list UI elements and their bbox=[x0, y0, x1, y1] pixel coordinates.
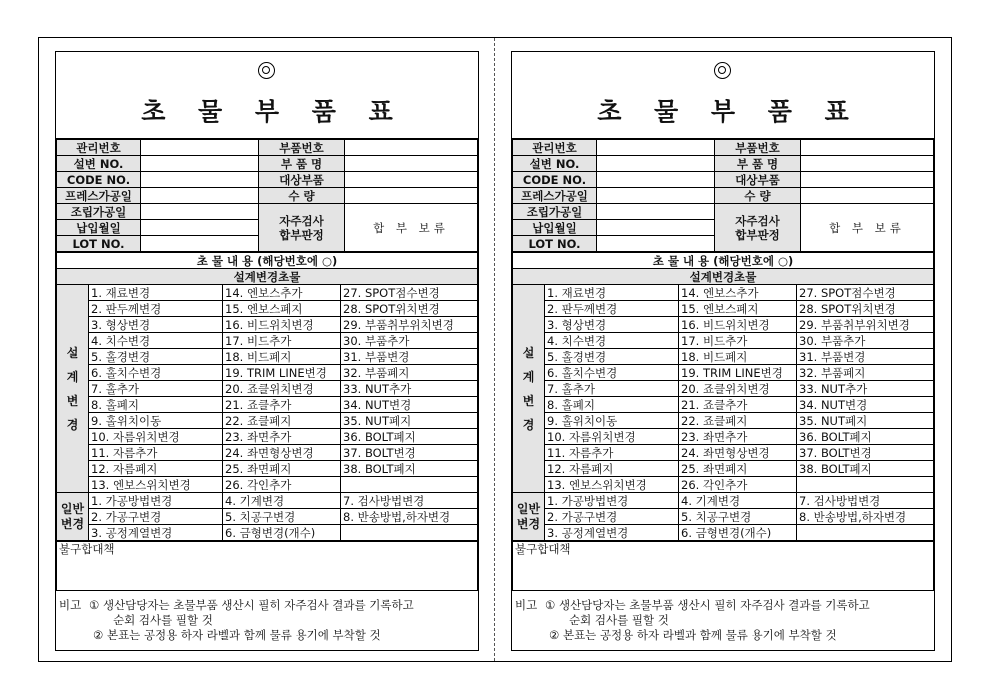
general-item[interactable]: 4. 기계변경 bbox=[223, 493, 341, 509]
design-item[interactable]: 37. BOLT변경 bbox=[797, 445, 934, 461]
design-item[interactable]: 28. SPOT위치변경 bbox=[341, 301, 478, 317]
part-name-label: 부 품 명 bbox=[715, 156, 801, 172]
delivery-date-field[interactable] bbox=[141, 220, 259, 236]
target-part-field[interactable] bbox=[345, 172, 478, 188]
design-item[interactable]: 20. 죠클위치변경 bbox=[679, 381, 797, 397]
design-item[interactable]: 25. 좌면폐지 bbox=[223, 461, 341, 477]
punch-hole-icon bbox=[258, 62, 275, 79]
general-change-rows bbox=[513, 493, 934, 541]
design-item-row bbox=[57, 477, 478, 493]
press-date-field[interactable] bbox=[597, 188, 715, 204]
quantity-field[interactable] bbox=[801, 188, 934, 204]
side-label-char: 변 bbox=[522, 393, 535, 408]
general-item[interactable]: 8. 반송방법,하자변경 bbox=[797, 509, 934, 525]
design-item[interactable]: 2. 판두께변경 bbox=[89, 301, 223, 317]
press-date-field[interactable] bbox=[141, 188, 259, 204]
design-item[interactable]: 19. TRIM LINE변경 bbox=[679, 365, 797, 381]
design-item[interactable]: 8. 홀폐지 bbox=[545, 397, 679, 413]
general-item-row bbox=[57, 509, 478, 525]
remedy-table bbox=[56, 541, 478, 591]
design-item[interactable]: 15. 엔보스폐지 bbox=[679, 301, 797, 317]
general-item[interactable]: 8. 반송방법,하자변경 bbox=[341, 509, 478, 525]
general-item-row bbox=[57, 525, 478, 541]
note-1: ① 생산담당자는 초물부품 생산시 필히 자주검사 결과를 기록하고 bbox=[89, 598, 414, 612]
cut-line bbox=[494, 38, 495, 661]
part-no-label: 부품번호 bbox=[715, 140, 801, 156]
remedy-field[interactable]: 불구합대책 bbox=[57, 542, 478, 591]
design-item-row bbox=[57, 445, 478, 461]
code-no-field[interactable] bbox=[597, 172, 715, 188]
code-no-label: CODE NO. bbox=[513, 172, 597, 188]
design-item[interactable]: 21. 죠클추가 bbox=[223, 397, 341, 413]
design-item[interactable]: 22. 죠클폐지 bbox=[679, 413, 797, 429]
design-item-row bbox=[57, 365, 478, 381]
content-header: 초 물 내 용 (해당번호에 ○) bbox=[513, 253, 934, 269]
design-item[interactable]: 4. 치수변경 bbox=[89, 333, 223, 349]
verdict-options[interactable]: 합 부 보류 bbox=[345, 204, 478, 252]
design-item-row bbox=[57, 333, 478, 349]
self-inspect-label: 자주검사 bbox=[279, 213, 324, 228]
side-label-char: 설 bbox=[66, 345, 79, 360]
design-item-row bbox=[513, 445, 934, 461]
initial-parts-tag-right bbox=[511, 51, 935, 651]
design-item[interactable]: 14. 엔보스추가 bbox=[679, 285, 797, 301]
notes bbox=[56, 591, 478, 643]
design-item[interactable]: 26. 각인추가 bbox=[223, 477, 341, 493]
design-item[interactable]: 12. 자름폐지 bbox=[545, 461, 679, 477]
pass-fail-label: 합부판정 bbox=[279, 227, 324, 242]
design-item bbox=[341, 477, 478, 493]
design-no-label: 설변 NO. bbox=[513, 156, 597, 172]
info-table bbox=[56, 139, 478, 252]
side-label-char: 경 bbox=[66, 417, 79, 432]
part-no-label: 부품번호 bbox=[259, 140, 345, 156]
assembly-date-label: 조립가공일 bbox=[57, 204, 141, 220]
general-item[interactable]: 2. 가공구변경 bbox=[89, 509, 223, 525]
general-item[interactable]: 7. 검사방법변경 bbox=[341, 493, 478, 509]
general-item-row bbox=[57, 493, 478, 509]
design-change-header: 설계변경초물 bbox=[513, 269, 934, 285]
design-item[interactable]: 16. 비드위치변경 bbox=[679, 317, 797, 333]
content-header: 초 물 내 용 (해당번호에 ○) bbox=[57, 253, 478, 269]
delivery-date-label: 납입월일 bbox=[513, 220, 597, 236]
design-item[interactable]: 17. 비드추가 bbox=[223, 333, 341, 349]
design-item[interactable]: 13. 엔보스위치변경 bbox=[545, 477, 679, 493]
design-item[interactable]: 26. 각인추가 bbox=[679, 477, 797, 493]
design-item-row bbox=[513, 381, 934, 397]
punch-hole-icon bbox=[714, 62, 731, 79]
design-item-row bbox=[513, 365, 934, 381]
design-item[interactable]: 35. NUT폐지 bbox=[341, 413, 478, 429]
mgmt-no-label: 관리번호 bbox=[57, 140, 141, 156]
design-item[interactable]: 13. 엔보스위치변경 bbox=[89, 477, 223, 493]
press-date-label: 프레스가공일 bbox=[57, 188, 141, 204]
design-item[interactable]: 35. NUT폐지 bbox=[797, 413, 934, 429]
design-change-rows bbox=[57, 285, 478, 493]
design-item[interactable]: 8. 홀폐지 bbox=[89, 397, 223, 413]
general-item[interactable]: 1. 가공방법변경 bbox=[89, 493, 223, 509]
design-item[interactable]: 32. 부품폐지 bbox=[341, 365, 478, 381]
design-item-row bbox=[513, 333, 934, 349]
design-item[interactable]: 4. 치수변경 bbox=[545, 333, 679, 349]
code-no-field[interactable] bbox=[141, 172, 259, 188]
design-item[interactable]: 21. 죠클추가 bbox=[679, 397, 797, 413]
design-item[interactable]: 36. BOLT폐지 bbox=[341, 429, 478, 445]
info-table bbox=[512, 139, 934, 252]
general-change-side-label bbox=[513, 493, 545, 541]
part-name-label: 부 품 명 bbox=[259, 156, 345, 172]
self-inspect-label: 자주검사 bbox=[735, 213, 780, 228]
remedy-table bbox=[512, 541, 934, 591]
design-item[interactable]: 16. 비드위치변경 bbox=[223, 317, 341, 333]
design-item[interactable]: 23. 좌면추가 bbox=[223, 429, 341, 445]
inspection-label bbox=[715, 204, 801, 252]
design-item[interactable]: 24. 좌면형상변경 bbox=[223, 445, 341, 461]
design-item-row bbox=[513, 285, 934, 301]
design-item[interactable]: 25. 좌면폐지 bbox=[679, 461, 797, 477]
design-item-row bbox=[57, 301, 478, 317]
mgmt-no-label: 관리번호 bbox=[513, 140, 597, 156]
design-item[interactable]: 20. 죠클위치변경 bbox=[223, 381, 341, 397]
design-item-row bbox=[57, 317, 478, 333]
design-item[interactable]: 5. 홀경변경 bbox=[89, 349, 223, 365]
verdict-options[interactable]: 합 부 보류 bbox=[801, 204, 934, 252]
part-no-field[interactable] bbox=[345, 140, 478, 156]
general-label-part: 일반 bbox=[60, 501, 85, 516]
lot-no-field[interactable] bbox=[141, 236, 259, 252]
design-item-row bbox=[57, 349, 478, 365]
form-title: 초 물 부 품 표 bbox=[597, 97, 861, 126]
quantity-label: 수 량 bbox=[259, 188, 345, 204]
design-item[interactable]: 27. SPOT점수변경 bbox=[341, 285, 478, 301]
design-item bbox=[797, 477, 934, 493]
design-item-row bbox=[57, 381, 478, 397]
design-item[interactable]: 6. 홀치수변경 bbox=[89, 365, 223, 381]
part-name-field[interactable] bbox=[801, 156, 934, 172]
design-item[interactable]: 33. NUT추가 bbox=[341, 381, 478, 397]
design-item[interactable]: 18. 비드폐지 bbox=[679, 349, 797, 365]
lot-no-field[interactable] bbox=[597, 236, 715, 252]
design-item[interactable]: 30. 부품추가 bbox=[797, 333, 934, 349]
design-item-row bbox=[57, 397, 478, 413]
design-change-side-label bbox=[513, 285, 545, 493]
design-item[interactable]: 11. 자름추가 bbox=[545, 445, 679, 461]
delivery-date-field[interactable] bbox=[597, 220, 715, 236]
design-item[interactable]: 31. 부품변경 bbox=[341, 349, 478, 365]
design-item[interactable]: 34. NUT변경 bbox=[797, 397, 934, 413]
design-item[interactable]: 14. 엔보스추가 bbox=[223, 285, 341, 301]
design-item-row bbox=[513, 461, 934, 477]
inspection-label bbox=[259, 204, 345, 252]
content-table bbox=[56, 252, 478, 541]
press-date-label: 프레스가공일 bbox=[513, 188, 597, 204]
general-item[interactable]: 3. 공정계열변경 bbox=[545, 525, 679, 541]
general-item-row bbox=[513, 525, 934, 541]
design-item[interactable]: 18. 비드폐지 bbox=[223, 349, 341, 365]
general-item[interactable]: 7. 검사방법변경 bbox=[797, 493, 934, 509]
lot-no-label: LOT NO. bbox=[513, 236, 597, 252]
design-item[interactable]: 31. 부품변경 bbox=[797, 349, 934, 365]
design-item[interactable]: 24. 좌면형상변경 bbox=[679, 445, 797, 461]
quantity-field[interactable] bbox=[345, 188, 478, 204]
design-item-row bbox=[57, 285, 478, 301]
note-1-cont: 순회 검사를 필할 것 bbox=[569, 613, 669, 627]
design-item[interactable]: 33. NUT추가 bbox=[797, 381, 934, 397]
design-item[interactable]: 9. 홀위치이동 bbox=[545, 413, 679, 429]
design-item-row bbox=[513, 429, 934, 445]
general-item[interactable]: 5. 치공구변경 bbox=[223, 509, 341, 525]
general-item[interactable]: 5. 치공구변경 bbox=[679, 509, 797, 525]
design-item[interactable]: 7. 홀추가 bbox=[89, 381, 223, 397]
design-item[interactable]: 10. 자름위치변경 bbox=[89, 429, 223, 445]
part-no-field[interactable] bbox=[801, 140, 934, 156]
general-item-row bbox=[513, 493, 934, 509]
design-item-row bbox=[513, 317, 934, 333]
mgmt-no-field[interactable] bbox=[597, 140, 715, 156]
design-item[interactable]: 15. 엔보스폐지 bbox=[223, 301, 341, 317]
design-change-header: 설계변경초물 bbox=[57, 269, 478, 285]
design-item[interactable]: 17. 비드추가 bbox=[679, 333, 797, 349]
design-item[interactable]: 37. BOLT변경 bbox=[341, 445, 478, 461]
general-label-part: 변경 bbox=[516, 516, 541, 531]
assembly-date-field[interactable] bbox=[141, 204, 259, 220]
design-item-row bbox=[513, 413, 934, 429]
general-item[interactable]: 6. 금형변경(개수) bbox=[679, 525, 797, 541]
delivery-date-label: 납입월일 bbox=[57, 220, 141, 236]
design-item[interactable]: 1. 재료변경 bbox=[89, 285, 223, 301]
design-change-side-label bbox=[57, 285, 89, 493]
design-item[interactable]: 38. BOLT폐지 bbox=[341, 461, 478, 477]
design-item[interactable]: 22. 죠클폐지 bbox=[223, 413, 341, 429]
notes-prefix: 비고 bbox=[515, 598, 538, 612]
general-change-side-label bbox=[57, 493, 89, 541]
side-label-char: 경 bbox=[522, 417, 535, 432]
design-item[interactable]: 38. BOLT폐지 bbox=[797, 461, 934, 477]
general-change-rows bbox=[57, 493, 478, 541]
notes bbox=[512, 591, 934, 643]
note-1: ① 생산담당자는 초물부품 생산시 필히 자주검사 결과를 기록하고 bbox=[545, 598, 870, 612]
content-table bbox=[512, 252, 934, 541]
note-2: ② 본표는 공정용 하자 라벨과 함께 물류 용기에 부착할 것 bbox=[93, 628, 381, 642]
design-no-field[interactable] bbox=[141, 156, 259, 172]
design-item[interactable]: 23. 좌면추가 bbox=[679, 429, 797, 445]
design-item-row bbox=[57, 461, 478, 477]
design-item[interactable]: 10. 자름위치변경 bbox=[545, 429, 679, 445]
design-item[interactable]: 7. 홀추가 bbox=[545, 381, 679, 397]
general-item[interactable]: 4. 기계변경 bbox=[679, 493, 797, 509]
general-item bbox=[341, 525, 478, 541]
general-label-part: 일반 bbox=[516, 501, 541, 516]
design-item[interactable]: 1. 재료변경 bbox=[545, 285, 679, 301]
assembly-date-label: 조립가공일 bbox=[513, 204, 597, 220]
design-item[interactable]: 28. SPOT위치변경 bbox=[797, 301, 934, 317]
design-item[interactable]: 12. 자름폐지 bbox=[89, 461, 223, 477]
quantity-label: 수 량 bbox=[715, 188, 801, 204]
side-label-char: 계 bbox=[522, 369, 535, 384]
general-item-row bbox=[513, 509, 934, 525]
design-item[interactable]: 29. 부품취부위치변경 bbox=[341, 317, 478, 333]
side-label-char: 계 bbox=[66, 369, 79, 384]
design-no-label: 설변 NO. bbox=[57, 156, 141, 172]
target-part-field[interactable] bbox=[801, 172, 934, 188]
design-item[interactable]: 30. 부품추가 bbox=[341, 333, 478, 349]
notes-prefix: 비고 bbox=[59, 598, 82, 612]
general-item bbox=[797, 525, 934, 541]
design-item[interactable]: 3. 형상변경 bbox=[545, 317, 679, 333]
design-item[interactable]: 19. TRIM LINE변경 bbox=[223, 365, 341, 381]
note-2: ② 본표는 공정용 하자 라벨과 함께 물류 용기에 부착할 것 bbox=[549, 628, 837, 642]
assembly-date-field[interactable] bbox=[597, 204, 715, 220]
target-part-label: 대상부품 bbox=[715, 172, 801, 188]
code-no-label: CODE NO. bbox=[57, 172, 141, 188]
design-item-row bbox=[513, 477, 934, 493]
target-part-label: 대상부품 bbox=[259, 172, 345, 188]
general-item[interactable]: 6. 금형변경(개수) bbox=[223, 525, 341, 541]
pass-fail-label: 합부판정 bbox=[735, 227, 780, 242]
part-name-field[interactable] bbox=[345, 156, 478, 172]
mgmt-no-field[interactable] bbox=[141, 140, 259, 156]
design-item-row bbox=[57, 413, 478, 429]
general-label-part: 변경 bbox=[60, 516, 85, 531]
note-1-cont: 순회 검사를 필할 것 bbox=[113, 613, 213, 627]
design-item[interactable]: 3. 형상변경 bbox=[89, 317, 223, 333]
design-item[interactable]: 5. 홀경변경 bbox=[545, 349, 679, 365]
design-item-row bbox=[513, 397, 934, 413]
design-item[interactable]: 2. 판두께변경 bbox=[545, 301, 679, 317]
design-item[interactable]: 27. SPOT점수변경 bbox=[797, 285, 934, 301]
design-item[interactable]: 32. 부품폐지 bbox=[797, 365, 934, 381]
design-item[interactable]: 9. 홀위치이동 bbox=[89, 413, 223, 429]
design-item-row bbox=[57, 429, 478, 445]
lot-no-label: LOT NO. bbox=[57, 236, 141, 252]
tag-header bbox=[56, 52, 478, 139]
design-no-field[interactable] bbox=[597, 156, 715, 172]
initial-parts-tag-left bbox=[55, 51, 479, 651]
form-title: 초 물 부 품 표 bbox=[141, 97, 405, 126]
design-change-rows bbox=[513, 285, 934, 493]
side-label-char: 변 bbox=[66, 393, 79, 408]
general-item[interactable]: 1. 가공방법변경 bbox=[545, 493, 679, 509]
design-item[interactable]: 34. NUT변경 bbox=[341, 397, 478, 413]
side-label-char: 설 bbox=[522, 345, 535, 360]
tag-header bbox=[512, 52, 934, 139]
design-item[interactable]: 6. 홀치수변경 bbox=[545, 365, 679, 381]
design-item[interactable]: 29. 부품취부위치변경 bbox=[797, 317, 934, 333]
remedy-field[interactable]: 불구합대책 bbox=[513, 542, 934, 591]
design-item[interactable]: 11. 자름추가 bbox=[89, 445, 223, 461]
general-item[interactable]: 3. 공정계열변경 bbox=[89, 525, 223, 541]
design-item-row bbox=[513, 349, 934, 365]
design-item[interactable]: 36. BOLT폐지 bbox=[797, 429, 934, 445]
design-item-row bbox=[513, 301, 934, 317]
general-item[interactable]: 2. 가공구변경 bbox=[545, 509, 679, 525]
